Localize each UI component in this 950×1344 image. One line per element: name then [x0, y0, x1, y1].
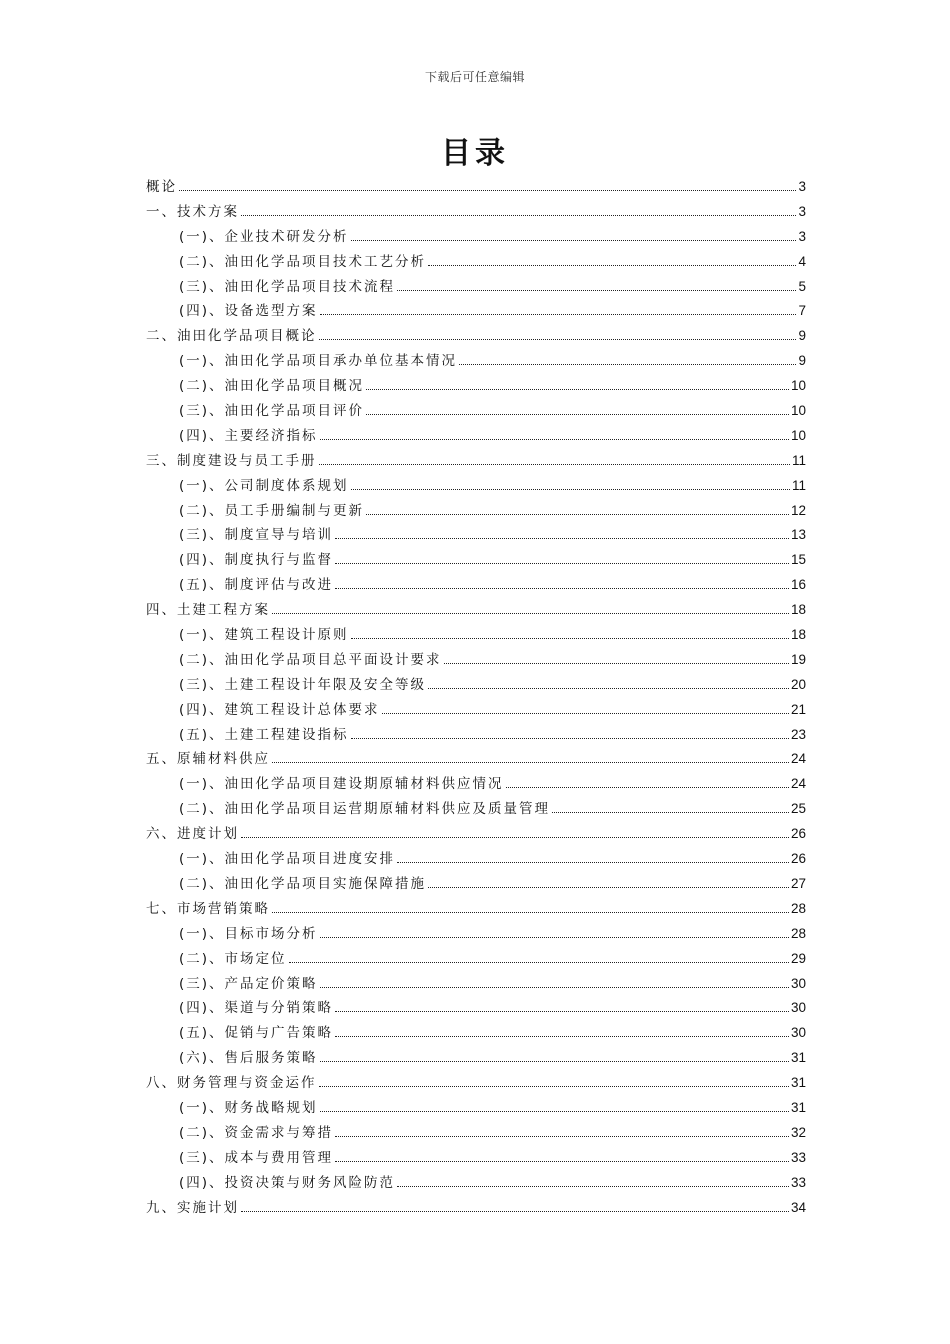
toc-entry-label: (一)、公司制度体系规划: [179, 477, 349, 494]
toc-page-number: 28: [790, 900, 806, 916]
toc-dot-leader: [320, 314, 797, 315]
toc-page-number: 3: [798, 179, 806, 194]
toc-entry-label: (二)、油田化学品项目实施保障措施: [179, 875, 427, 892]
toc-page-number: 11: [791, 452, 806, 468]
toc-page-number: 10: [790, 403, 806, 419]
toc-page-number: 3: [798, 228, 806, 244]
toc-entry-label: (三)、油田化学品项目评价: [179, 403, 365, 420]
toc-page-number: 16: [790, 577, 806, 593]
toc-entry[interactable]: [146, 474, 806, 499]
toc-entry[interactable]: [146, 499, 806, 524]
toc-page-number: 24: [790, 776, 806, 792]
toc-entry[interactable]: [146, 399, 806, 424]
toc-dot-leader: [335, 1161, 789, 1162]
toc-dot-leader: [397, 1186, 789, 1187]
toc-entry[interactable]: [146, 1021, 806, 1046]
toc-entry-label: (一)、建筑工程设计原则: [179, 627, 349, 644]
toc-dot-leader: [335, 1011, 789, 1012]
toc-dot-leader: [319, 339, 797, 340]
toc-dot-leader: [320, 937, 789, 938]
toc-page-number: 31: [790, 1075, 806, 1091]
toc-entry-label: (一)、财务战略规划: [179, 1099, 318, 1116]
toc-page-number: 9: [798, 328, 806, 344]
toc-entry-label: (三)、制度宣导与培训: [179, 527, 334, 544]
toc-dot-leader: [366, 414, 789, 415]
toc-entry[interactable]: [146, 548, 806, 573]
toc-dot-leader: [351, 489, 790, 490]
toc-page-number: 29: [790, 950, 806, 966]
toc-page-number: 20: [790, 676, 806, 692]
toc-dot-leader: [320, 987, 789, 988]
toc-page-number: 31: [790, 1099, 806, 1115]
toc-dot-leader: [289, 962, 789, 963]
toc-dot-leader: [506, 787, 789, 788]
toc-page-number: 25: [790, 801, 806, 817]
toc-dot-leader: [351, 240, 797, 241]
toc-entry[interactable]: [146, 623, 806, 648]
toc-page-number: 5: [798, 278, 806, 294]
toc-entry[interactable]: [146, 822, 806, 847]
toc-page-number: 11: [791, 477, 806, 493]
toc-entry[interactable]: [146, 200, 806, 225]
toc-entry[interactable]: [146, 299, 806, 324]
toc-entry[interactable]: [146, 1171, 806, 1196]
toc-entry[interactable]: [146, 1071, 806, 1096]
toc-entry[interactable]: [146, 275, 806, 300]
toc-entry[interactable]: [146, 1146, 806, 1171]
toc-dot-leader: [319, 464, 790, 465]
toc-dot-leader: [335, 588, 789, 589]
toc-entry-label: 四、土建工程方案: [146, 602, 270, 619]
toc-dot-leader: [351, 738, 789, 739]
toc-page-number: 21: [790, 701, 806, 717]
toc-dot-leader: [320, 439, 789, 440]
toc-entry-label: 概论: [146, 179, 177, 195]
toc-dot-leader: [366, 389, 789, 390]
toc-entry[interactable]: [146, 449, 806, 474]
toc-entry-label: (五)、土建工程建设指标: [179, 726, 349, 743]
toc-entry-label: (五)、促销与广告策略: [179, 1025, 334, 1042]
toc-entry[interactable]: [146, 972, 806, 997]
toc-entry-label: (一)、油田化学品项目进度安排: [179, 851, 396, 868]
toc-entry[interactable]: [146, 523, 806, 548]
toc-entry-label: (一)、企业技术研发分析: [179, 228, 349, 245]
toc-entry-label: (四)、渠道与分销策略: [179, 1000, 334, 1017]
toc-entry[interactable]: [146, 1196, 806, 1221]
toc-entry-label: (四)、主要经济指标: [179, 427, 318, 444]
toc-entry[interactable]: [146, 772, 806, 797]
toc-entry-label: 二、油田化学品项目概论: [146, 328, 317, 345]
toc-entry-label: (二)、资金需求与筹措: [179, 1124, 334, 1141]
toc-page-number: 15: [790, 552, 806, 568]
toc-dot-leader: [459, 364, 796, 365]
toc-entry-label: (二)、油田化学品项目总平面设计要求: [179, 651, 442, 668]
toc-entry-label: 七、市场营销策略: [146, 900, 270, 917]
toc-dot-leader: [397, 862, 789, 863]
toc-page-number: 10: [790, 427, 806, 443]
toc-entry-label: (二)、员工手册编制与更新: [179, 502, 365, 519]
toc-page-number: 27: [790, 875, 806, 891]
toc-dot-leader: [428, 887, 789, 888]
toc-page-number: 18: [790, 602, 806, 618]
toc-entry[interactable]: [146, 374, 806, 399]
toc-page-number: 19: [790, 651, 806, 667]
toc-page-number: 33: [790, 1149, 806, 1165]
toc-entry-label: (一)、油田化学品项目建设期原辅材料供应情况: [179, 776, 504, 793]
toc-entry-label: (四)、制度执行与监督: [179, 552, 334, 569]
toc-entry[interactable]: [146, 573, 806, 598]
toc-dot-leader: [320, 1061, 789, 1062]
toc-dot-leader: [428, 688, 789, 689]
toc-dot-leader: [444, 663, 789, 664]
toc-entry[interactable]: [146, 1096, 806, 1121]
toc-entry[interactable]: [146, 947, 806, 972]
toc-page-number: 32: [790, 1124, 806, 1140]
toc-entry-label: (四)、建筑工程设计总体要求: [179, 701, 380, 718]
toc-entry[interactable]: [146, 648, 806, 673]
toc-dot-leader: [397, 290, 796, 291]
toc-page-number: 26: [790, 851, 806, 867]
toc-dot-leader: [335, 563, 789, 564]
toc-entry[interactable]: [146, 175, 806, 200]
toc-page-number: 7: [798, 303, 806, 319]
toc-dot-leader: [319, 1086, 789, 1087]
toc-entry[interactable]: [146, 424, 806, 449]
toc-entry[interactable]: [146, 250, 806, 275]
toc-dot-leader: [335, 1136, 789, 1137]
toc-entry[interactable]: [146, 598, 806, 623]
toc-page-number: 12: [790, 502, 806, 518]
toc-page-number: 4: [798, 253, 806, 269]
toc-dot-leader: [320, 1111, 789, 1112]
toc-entry-label: (六)、售后服务策略: [179, 1050, 318, 1067]
toc-entry-label: (二)、油田化学品项目运营期原辅材料供应及质量管理: [179, 801, 551, 818]
toc-entry[interactable]: [146, 996, 806, 1021]
toc-page-number: 26: [790, 826, 806, 842]
toc-entry[interactable]: [146, 797, 806, 822]
toc-entry[interactable]: [146, 324, 806, 349]
toc-entry[interactable]: [146, 897, 806, 922]
toc-entry-label: (二)、油田化学品项目概况: [179, 378, 365, 395]
toc-entry[interactable]: [146, 673, 806, 698]
toc-entry-label: 五、原辅材料供应: [146, 751, 270, 768]
toc-page-number: 30: [790, 1000, 806, 1016]
toc-entry[interactable]: [146, 922, 806, 947]
toc-entry-label: 六、进度计划: [146, 826, 239, 843]
toc-entry-label: 一、技术方案: [146, 203, 239, 220]
toc-dot-leader: [351, 638, 789, 639]
toc-dot-leader: [179, 190, 796, 191]
toc-entry[interactable]: [146, 1121, 806, 1146]
toc-entry-label: (二)、市场定位: [179, 950, 287, 967]
toc-dot-leader: [241, 215, 796, 216]
toc-dot-leader: [241, 1211, 789, 1212]
toc-dot-leader: [335, 1036, 789, 1037]
toc-entry-label: (三)、产品定价策略: [179, 975, 318, 992]
toc-entry-label: (四)、投资决策与财务风险防范: [179, 1174, 396, 1191]
toc-page-number: 30: [790, 1025, 806, 1041]
toc-entry-label: (四)、设备选型方案: [179, 303, 318, 320]
toc-dot-leader: [335, 538, 789, 539]
toc-dot-leader: [272, 613, 789, 614]
toc-entry[interactable]: [146, 872, 806, 897]
page-title: 目录: [441, 136, 509, 171]
toc-entry-label: 九、实施计划: [146, 1199, 239, 1216]
toc-dot-leader: [272, 762, 789, 763]
toc-page-number: 24: [790, 751, 806, 767]
toc-entry-label: (一)、目标市场分析: [179, 925, 318, 942]
toc-dot-leader: [428, 265, 796, 266]
toc-page-number: 18: [790, 627, 806, 643]
table-of-contents: [146, 175, 806, 1220]
toc-page-number: 9: [798, 353, 806, 369]
toc-entry-label: 三、制度建设与员工手册: [146, 452, 317, 469]
toc-page-number: 31: [790, 1050, 806, 1066]
toc-entry-label: (五)、制度评估与改进: [179, 577, 334, 594]
toc-page-number: 30: [790, 975, 806, 991]
toc-page-number: 33: [790, 1174, 806, 1190]
toc-entry-label: (三)、成本与费用管理: [179, 1149, 334, 1166]
toc-dot-leader: [241, 837, 789, 838]
toc-entry[interactable]: [146, 723, 806, 748]
toc-dot-leader: [382, 713, 789, 714]
toc-entry[interactable]: [146, 847, 806, 872]
toc-entry-label: (三)、油田化学品项目技术流程: [179, 278, 396, 295]
toc-entry-label: 八、财务管理与资金运作: [146, 1075, 317, 1092]
toc-page-number: 28: [790, 925, 806, 941]
toc-page-number: 23: [790, 726, 806, 742]
toc-entry[interactable]: [146, 698, 806, 723]
toc-dot-leader: [272, 912, 789, 913]
toc-entry-label: (二)、油田化学品项目技术工艺分析: [179, 253, 427, 270]
toc-entry-label: (一)、油田化学品项目承办单位基本情况: [179, 353, 458, 370]
toc-dot-leader: [366, 514, 789, 515]
toc-entry-label: (三)、土建工程设计年限及安全等级: [179, 676, 427, 693]
toc-page-number: 13: [790, 527, 806, 543]
toc-page-number: 10: [790, 378, 806, 394]
toc-entry[interactable]: [146, 225, 806, 250]
toc-dot-leader: [552, 812, 789, 813]
toc-entry[interactable]: [146, 349, 806, 374]
toc-page-number: 3: [798, 203, 806, 219]
toc-entry[interactable]: [146, 747, 806, 772]
toc-entry[interactable]: [146, 1046, 806, 1071]
page-header: 下载后可任意编辑: [424, 70, 525, 84]
toc-page-number: 34: [790, 1199, 806, 1215]
